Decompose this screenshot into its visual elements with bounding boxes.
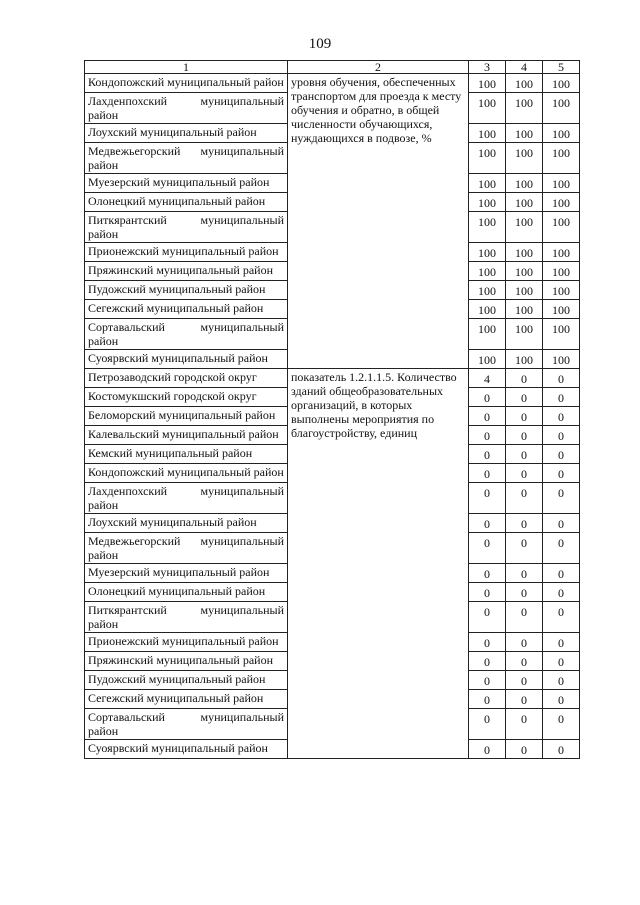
value-v3: 100	[469, 281, 506, 300]
district-name: Костомукшский городской округ	[85, 388, 288, 407]
value-v3: 100	[469, 124, 506, 143]
district-name: Пудожский муниципальный район	[85, 671, 288, 690]
value-v3: 100	[469, 300, 506, 319]
district-name: Калевальский муниципальный район	[85, 426, 288, 445]
value-v4: 100	[506, 143, 543, 174]
value-v5: 0	[543, 564, 580, 583]
value-v4: 100	[506, 319, 543, 350]
indicator-description: уровня обучения, обеспеченных транспортом для проезда к месту обучения и обратно, в общей численности обучающихся, нуждающихся в подвозе, %	[288, 74, 469, 369]
district-name: Пряжинский муниципальный район	[85, 262, 288, 281]
value-v4: 100	[506, 350, 543, 369]
value-v4: 0	[506, 633, 543, 652]
value-v4: 100	[506, 262, 543, 281]
value-v4: 0	[506, 709, 543, 740]
value-v3: 100	[469, 212, 506, 243]
value-v5: 100	[543, 300, 580, 319]
value-v5: 0	[543, 445, 580, 464]
value-v4: 0	[506, 426, 543, 445]
value-v5: 100	[543, 193, 580, 212]
value-v5: 100	[543, 243, 580, 262]
value-v3: 0	[469, 533, 506, 564]
value-v5: 0	[543, 633, 580, 652]
value-v3: 100	[469, 193, 506, 212]
value-v4: 100	[506, 281, 543, 300]
value-v3: 100	[469, 143, 506, 174]
value-v5: 100	[543, 174, 580, 193]
district-name: Лахденпохский муниципальный район	[85, 93, 288, 124]
value-v5: 0	[543, 671, 580, 690]
value-v3: 0	[469, 514, 506, 533]
value-v4: 0	[506, 464, 543, 483]
header-col-4: 4	[506, 61, 543, 74]
value-v5: 0	[543, 740, 580, 759]
table-row	[85, 74, 580, 93]
value-v3: 0	[469, 388, 506, 407]
value-v3: 100	[469, 74, 506, 93]
value-v3: 100	[469, 93, 506, 124]
value-v3: 0	[469, 671, 506, 690]
value-v3: 0	[469, 564, 506, 583]
value-v5: 0	[543, 652, 580, 671]
district-name: Беломорский муниципальный район	[85, 407, 288, 426]
district-name: Пудожский муниципальный район	[85, 281, 288, 300]
header-col-5: 5	[543, 61, 580, 74]
district-name: Кондопожский муниципальный район	[85, 74, 288, 93]
district-name: Лахденпохский муниципальный район	[85, 483, 288, 514]
district-name: Сегежский муниципальный район	[85, 300, 288, 319]
value-v5: 0	[543, 426, 580, 445]
value-v3: 0	[469, 602, 506, 633]
value-v5: 100	[543, 143, 580, 174]
value-v4: 0	[506, 369, 543, 388]
value-v3: 100	[469, 262, 506, 281]
value-v3: 0	[469, 407, 506, 426]
value-v4: 0	[506, 533, 543, 564]
value-v4: 100	[506, 93, 543, 124]
value-v5: 100	[543, 212, 580, 243]
district-name: Прионежский муниципальный район	[85, 633, 288, 652]
district-name: Лоухский муниципальный район	[85, 124, 288, 143]
value-v3: 0	[469, 426, 506, 445]
value-v5: 0	[543, 388, 580, 407]
value-v4: 100	[506, 243, 543, 262]
value-v3: 0	[469, 445, 506, 464]
value-v4: 0	[506, 740, 543, 759]
value-v4: 0	[506, 583, 543, 602]
value-v5: 0	[543, 602, 580, 633]
value-v5: 100	[543, 281, 580, 300]
value-v5: 100	[543, 124, 580, 143]
value-v5: 0	[543, 533, 580, 564]
district-name: Лоухский муниципальный район	[85, 514, 288, 533]
header-col-2: 2	[288, 61, 469, 74]
value-v4: 0	[506, 652, 543, 671]
value-v5: 0	[543, 407, 580, 426]
header-col-3: 3	[469, 61, 506, 74]
table-header-row	[85, 61, 580, 74]
value-v5: 0	[543, 369, 580, 388]
indicator-description: показатель 1.2.1.1.5. Количество зданий общеобразовательных организаций, в которых выполнены мероприятия по благоустройству, единиц	[288, 369, 469, 759]
value-v4: 100	[506, 124, 543, 143]
district-name: Олонецкий муниципальный район	[85, 583, 288, 602]
district-name: Муезерский муниципальный район	[85, 174, 288, 193]
value-v4: 0	[506, 388, 543, 407]
value-v5: 0	[543, 709, 580, 740]
district-name: Петрозаводский городской округ	[85, 369, 288, 388]
district-name: Пряжинский муниципальный район	[85, 652, 288, 671]
value-v5: 100	[543, 350, 580, 369]
value-v3: 0	[469, 583, 506, 602]
district-name: Сортавальский муниципальный район	[85, 319, 288, 350]
value-v4: 0	[506, 445, 543, 464]
value-v5: 100	[543, 319, 580, 350]
value-v4: 100	[506, 174, 543, 193]
district-name: Сегежский муниципальный район	[85, 690, 288, 709]
value-v4: 100	[506, 193, 543, 212]
value-v3: 0	[469, 464, 506, 483]
district-name: Суоярвский муниципальный район	[85, 740, 288, 759]
value-v5: 0	[543, 690, 580, 709]
value-v4: 0	[506, 514, 543, 533]
value-v5: 0	[543, 583, 580, 602]
value-v4: 0	[506, 602, 543, 633]
header-col-1: 1	[85, 61, 288, 74]
table-row	[85, 369, 580, 388]
value-v4: 100	[506, 74, 543, 93]
value-v3: 0	[469, 652, 506, 671]
value-v3: 100	[469, 319, 506, 350]
district-name: Суоярвский муниципальный район	[85, 350, 288, 369]
value-v4: 100	[506, 212, 543, 243]
value-v5: 0	[543, 514, 580, 533]
value-v4: 0	[506, 483, 543, 514]
district-name: Муезерский муниципальный район	[85, 564, 288, 583]
value-v3: 0	[469, 709, 506, 740]
value-v5: 0	[543, 464, 580, 483]
value-v3: 0	[469, 690, 506, 709]
value-v3: 0	[469, 633, 506, 652]
district-name: Медвежьегорский муниципальный район	[85, 533, 288, 564]
value-v4: 0	[506, 407, 543, 426]
value-v3: 100	[469, 174, 506, 193]
value-v5: 100	[543, 262, 580, 281]
value-v4: 100	[506, 300, 543, 319]
indicators-table	[84, 60, 580, 759]
value-v3: 0	[469, 483, 506, 514]
district-name: Прионежский муниципальный район	[85, 243, 288, 262]
value-v3: 100	[469, 350, 506, 369]
district-name: Питкярантский муниципальный район	[85, 212, 288, 243]
district-name: Олонецкий муниципальный район	[85, 193, 288, 212]
district-name: Питкярантский муниципальный район	[85, 602, 288, 633]
district-name: Медвежьегорский муниципальный район	[85, 143, 288, 174]
value-v4: 0	[506, 564, 543, 583]
value-v4: 0	[506, 690, 543, 709]
district-name: Сортавальский муниципальный район	[85, 709, 288, 740]
value-v5: 100	[543, 74, 580, 93]
district-name: Кондопожский муниципальный район	[85, 464, 288, 483]
value-v3: 4	[469, 369, 506, 388]
district-name: Кемский муниципальный район	[85, 445, 288, 464]
value-v5: 0	[543, 483, 580, 514]
value-v3: 100	[469, 243, 506, 262]
value-v4: 0	[506, 671, 543, 690]
page-number: 109	[308, 36, 332, 52]
value-v5: 100	[543, 93, 580, 124]
value-v3: 0	[469, 740, 506, 759]
